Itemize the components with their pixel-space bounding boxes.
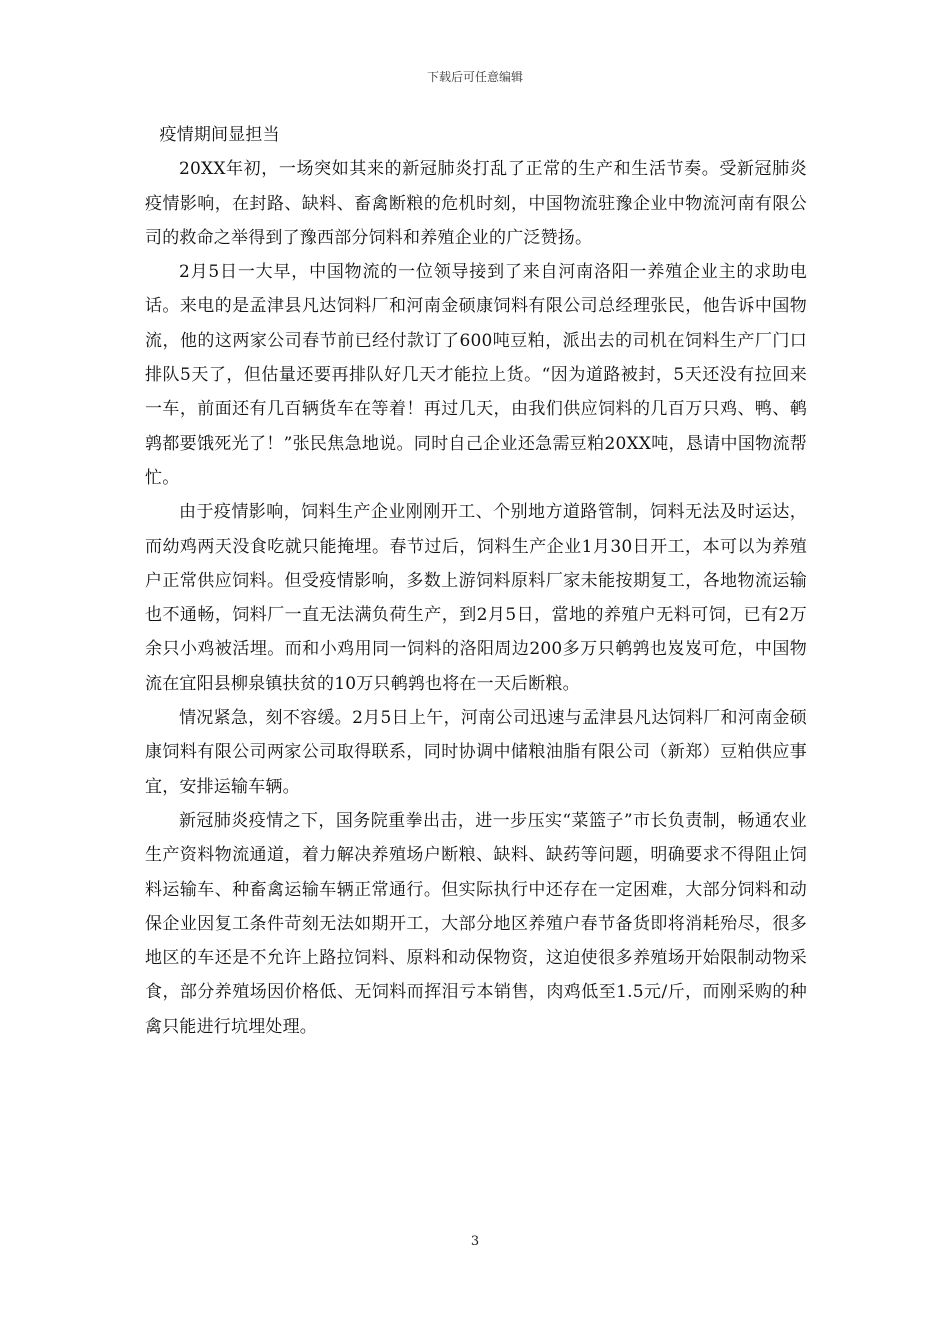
- paragraph-3: 由于疫情影响，饲料生产企业刚刚开工、个别地方道路管制，饲料无法及时运达，而幼鸡两天没食吃就只能掩埋。春节过后，饲料生产企业1月30日开工，本可以为养殖户正常供应饲料。但受疫情影响，多数上游饲料原料厂家未能按期复工，各地物流运输也不通畅，饲料厂一直无法满负荷生产，到2月5日，當地的养殖户无料可饲，已有2万余只小鸡被活埋。而和小鸡用同一饲料的洛阳周边200多万只鹌鹑也岌岌可危，中国物流在宜阳县柳泉镇扶贫的10万只鹌鹑也将在一天后断粮。: [145, 502, 807, 694]
- page-number: 3: [470, 1234, 480, 1249]
- document-title: 疫情期间显担当: [159, 125, 280, 145]
- paragraph-1: 20XX年初，一场突如其来的新冠肺炎打乱了正常的生产和生活节奏。受新冠肺炎疫情影响，在封路、缺料、畜禽断粮的危机时刻，中国物流驻豫企业中物流河南有限公司的救命之举得到了豫西部分饲料和养殖企业的广泛赞扬。: [145, 159, 807, 248]
- paragraph-4: 情况紧急，刻不容缓。2月5日上午，河南公司迅速与孟津县凡达饲料厂和河南金硕康饲料有限公司两家公司取得联系，同时协调中储粮油脂有限公司（新郑）豆粕供应事宜，安排运输车辆。: [145, 708, 807, 797]
- paragraph-2: 2月5日一大早，中国物流的一位领导接到了来自河南洛阳一养殖企业主的求助电话。来电的是孟津县凡达饲料厂和河南金硕康饲料有限公司总经理张民，他告诉中国物流，他的这两家公司春节前已经付款订了600吨豆粕，派出去的司机在饲料生产厂门口排队5天了，但估量还要再排队好几天才能拉上货。“因为道路被封，5天还没有拉回来一车，前面还有几百辆货车在等着！再过几天，由我们供应饲料的几百万只鸡、鸭、鹌鹑都要饿死光了！”张民焦急地说。同时自己企业还急需豆粕20XX吨，恳请中国物流帮忙。: [145, 262, 807, 488]
- paragraph-5: 新冠肺炎疫情之下，国务院重拳出击，进一步压实“菜篮子”市长负责制，畅通农业生产资料物流通道，着力解决养殖场户断粮、缺料、缺药等问题，明确要求不得阻止饲料运输车、种畜禽运输车辆正常通行。但实际执行中还存在一定困难，大部分饲料和动保企业因复工条件苛刻无法如期开工，大部分地区养殖户春节备货即将消耗殆尽，很多地区的车还是不允许上路拉饲料、原料和动保物资，这迫使很多养殖场开始限制动物采食，部分养殖场因价格低、无饲料而挥泪亏本销售，肉鸡低至1.5元/斤，而刚采购的种禽只能进行坑埋处理。: [145, 810, 807, 1037]
- document-body: [145, 118, 807, 1044]
- page-header-note: 下载后可任意编辑: [426, 70, 523, 84]
